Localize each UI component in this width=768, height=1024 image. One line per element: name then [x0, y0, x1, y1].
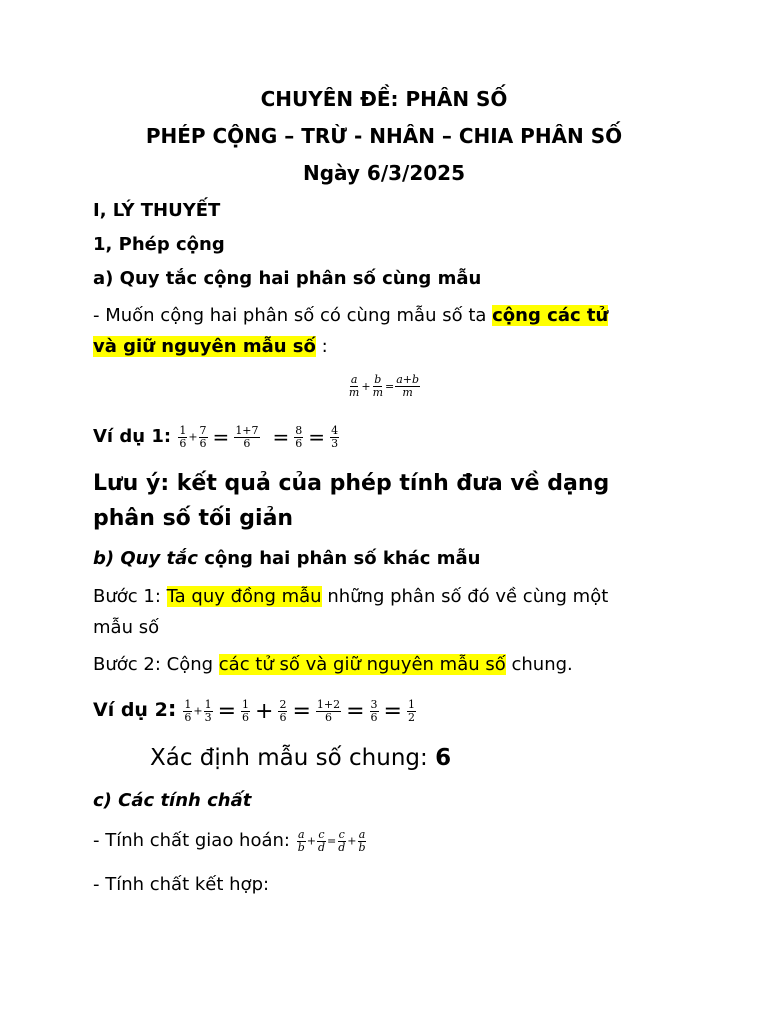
document-date: Ngày 6/3/2025: [302, 161, 466, 185]
step-2-highlight: các tử số và giữ nguyên mẫu số: [218, 654, 506, 675]
fraction: $\frac{a}{b}$: [297, 827, 305, 854]
properties-heading: c) Các tính chất: [93, 790, 252, 811]
note-line-1: Lưu ý: kết quả của phép tính đưa về dạng: [93, 471, 610, 496]
step-2-suffix: chung.: [505, 654, 573, 675]
fraction: $\frac{1}{6}$: [179, 423, 187, 450]
fraction: $\frac{1+2}{6}$: [316, 697, 341, 724]
common-denominator-text: Xác định mẫu số chung:: [150, 745, 436, 771]
example-2-colon: :: [167, 697, 177, 722]
rule-b-italic: b) Quy tắc: [93, 548, 198, 569]
associative-property: - Tính chất kết hợp:: [93, 874, 270, 895]
fraction: $\frac{c}{d}$: [338, 827, 346, 854]
rule-a-suffix: :: [315, 336, 328, 357]
section-heading: I, LÝ THUYẾT: [93, 200, 221, 221]
formula-same-denominator: $\frac{a}{m}$ + $\frac{b}{m}$ = $\frac{a+b}{m}$: [348, 373, 420, 399]
example-1: Ví dụ 1: $\frac{1}{6}$ + $\frac{7}{6}$ = $\frac{1+7}{6}$ = $\frac{8}{6}$ = $\frac{4}{3}$: [93, 423, 339, 450]
fraction: $\frac{1}{3}$: [204, 697, 212, 724]
rule-a-highlight-2: và giữ nguyên mẫu số: [93, 336, 316, 357]
fraction: $\frac{b}{m}$: [372, 373, 384, 399]
step-2: [93, 649, 708, 680]
document-title: CHUYÊN ĐỀ: PHÂN SỐ: [260, 87, 508, 111]
fraction: $\frac{4}{3}$: [331, 423, 339, 450]
rule-a-paragraph-line2: [93, 331, 708, 362]
step-1-line-2: mẫu số: [93, 617, 160, 638]
step-1: [93, 581, 708, 612]
step-1-prefix: Bước 1:: [93, 586, 167, 607]
example-2: Ví dụ 2: $\frac{1}{6}$ + $\frac{1}{3}$ = $\frac{1}{6}$ + $\frac{2}{6}$ = $\frac{1+2}{6}$ = $\frac{3}{6}$ = $\frac{1}{2}$: [93, 697, 415, 724]
fraction: $\frac{1}{6}$: [242, 697, 249, 724]
subsection-addition: 1, Phép cộng: [93, 234, 225, 255]
document-subtitle: PHÉP CỘNG – TRỪ - NHÂN – CHIA PHÂN SỐ: [145, 124, 623, 148]
rule-a-highlight-1: cộng các tử: [492, 305, 609, 326]
rule-a-text: - Muốn cộng hai phân số có cùng mẫu số ta: [93, 305, 493, 326]
fraction: $\frac{a}{m}$: [348, 373, 360, 399]
common-denominator-line: [150, 740, 451, 776]
commutative-property: - Tính chất giao hoán: $\frac{a}{b}$ + $\frac{c}{d}$ = $\frac{c}{d}$ + $\frac{a}{b}$: [93, 827, 366, 854]
fraction: $\frac{a}{b}$: [358, 827, 366, 854]
fraction: $\frac{7}{6}$: [199, 423, 207, 450]
fraction: $\frac{2}{6}$: [279, 697, 287, 724]
rule-a-paragraph: [93, 300, 708, 331]
step-1-highlight: Ta quy đồng mẫu: [166, 586, 322, 607]
fraction: $\frac{c}{d}$: [317, 827, 326, 854]
example-2-label: Ví dụ 2: [93, 699, 168, 721]
fraction: $\frac{1}{2}$: [407, 697, 415, 724]
example-1-label: Ví dụ 1:: [93, 426, 178, 447]
fraction: $\frac{a+b}{m}$: [396, 373, 420, 399]
rule-a-heading: a) Quy tắc cộng hai phân số cùng mẫu: [93, 268, 482, 289]
step-2-prefix: Bước 2: Cộng: [93, 654, 219, 675]
fraction: $\frac{1+7}{6}$: [235, 423, 259, 450]
rule-b-heading: [93, 543, 708, 574]
fraction: $\frac{8}{6}$: [295, 423, 303, 450]
fraction: $\frac{3}{6}$: [370, 697, 378, 724]
common-denominator-value: 6: [435, 745, 452, 771]
rule-b-rest: cộng hai phân số khác mẫu: [197, 548, 481, 569]
note-line-2: phân số tối giản: [93, 506, 294, 531]
step-1-suffix: những phân số đó về cùng một: [321, 586, 609, 607]
commutative-label: - Tính chất giao hoán:: [93, 830, 296, 851]
fraction: $\frac{1}{6}$: [184, 697, 192, 724]
